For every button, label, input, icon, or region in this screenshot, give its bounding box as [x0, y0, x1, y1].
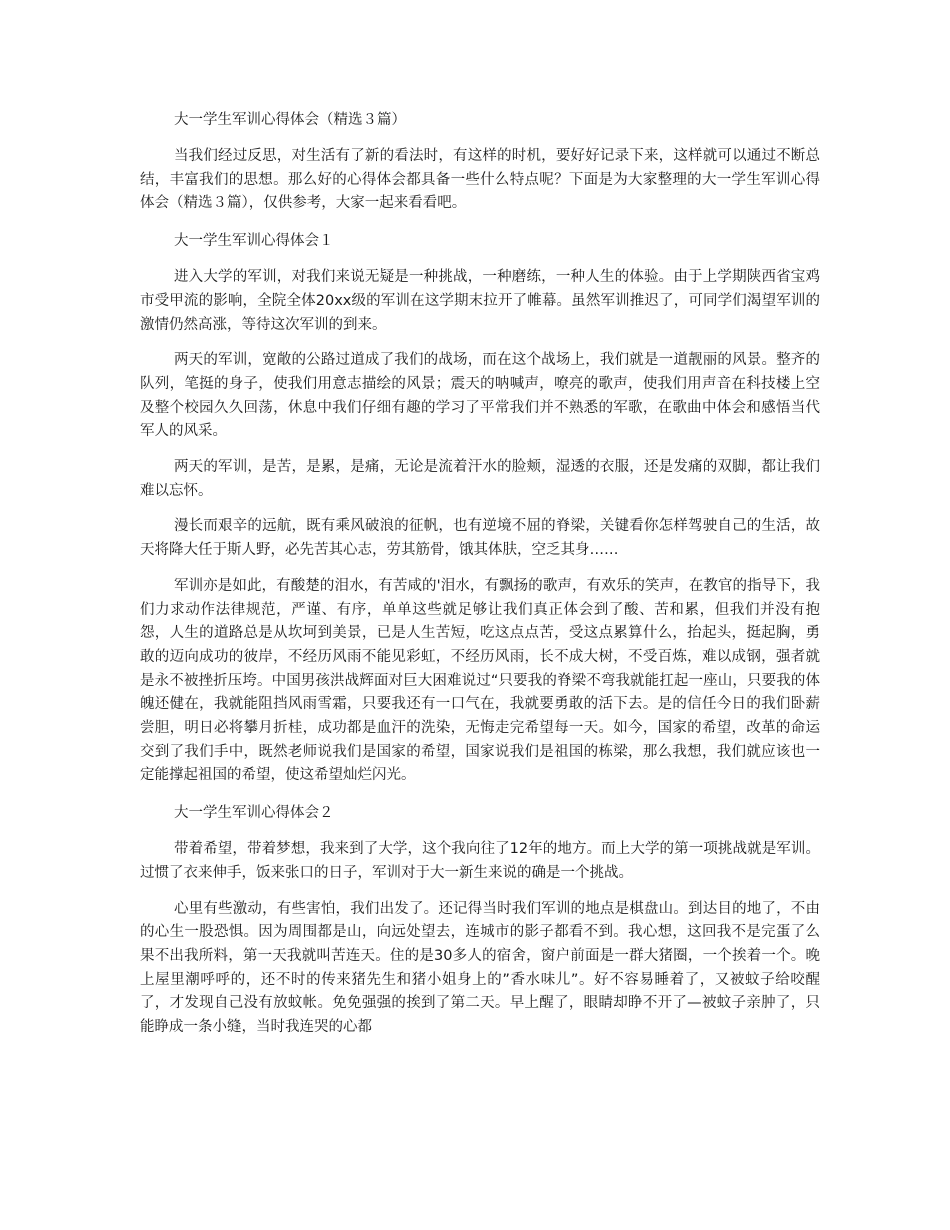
section-1-paragraph-2: 两天的军训，宽敞的公路过道成了我们的战场，而在这个战场上，我们就是一道靓丽的风景。整齐的队列，笔挺的身子，使我们用意志描绘的风景；震天的呐喊声，嘹亮的歌声，使我们用声音在科技楼上空及整个校园久久回荡，休息中我们仔细有趣的学习了平常我们并不熟悉的军歌，在歌曲中体会和感悟当代军人的风采。 — [140, 352, 820, 440]
document-page — [140, 108, 820, 1040]
intro-paragraph: 当我们经过反思，对生活有了新的看法时，有这样的时机，要好好记录下来，这样就可以通过不断总结，丰富我们的思想。那么好的心得体会都具备一些什么特点呢？下面是为大家整理的大一学生军训心得体会（精选３篇），仅供参考，大家一起来看看吧。 — [140, 148, 820, 212]
document-title: 大一学生军训心得体会（精选３篇） — [174, 112, 406, 128]
section-1-heading: 大一学生军训心得体会１ — [174, 233, 334, 250]
section-2-paragraph-1: 带着希望，带着梦想，我来到了大学，这个我向往了12年的地方。而上大学的第一项挑战就是军训。过惯了衣来伸手，饭来张口的日子，军训对于大一新生来说的确是一个挑战。 — [140, 841, 820, 881]
section-1-paragraph-1: 进入大学的军训，对我们来说无疑是一种挑战，一种磨练，一种人生的体验。由于上学期陕西省宝鸡市受甲流的影响，全院全体20xx级的军训在这学期末拉开了帷幕。虽然军训推迟了，可同学们渴望军训的激情仍然高涨，等待这次军训的到来。 — [140, 269, 820, 333]
section-1-paragraph-4: 漫长而艰辛的远航，既有乘风破浪的征帆，也有逆境不屈的脊梁，关键看你怎样驾驶自己的生活，故天将降大任于斯人野，必先苦其心志，劳其筋骨，饿其体肤，空乏其身…… — [140, 518, 820, 559]
section-1-paragraph-5: 军训亦是如此，有酸楚的泪水，有苦咸的'泪水，有飘扬的歌声，有欢乐的笑声，在教官的指导下，我们力求动作法律规范，严谨、有序，单单这些就足够让我们真正体会到了酸、苦和累，但我们并没有抱怨，人生的道路总是从坎坷到美景，已是人生苦短，吃这点点苦，受这点累算什么，抬起头，挺起胸，勇敢的迈向成功的彼岸，不经历风雨不能见彩虹，不经历风雨，长不成大树，不受百炼，难以成钢，强者就是永不被挫折压垮。中国男孩洪战辉面对巨大困难说过“只要我的脊梁不弯我就能扛起一座山，只要我的体魄还健在，我就能阻挡风雨雪霜，只要我还有一口气在，我就要勇敢的活下去。是的信任今日的我们卧薪尝胆，明日必将攀月折桂，成功都是血汗的洗染，无悔走完希望每一天。如今，国家的希望，改革的命运交到了我们手中，既然老师说我们是国家的希望，国家说我们是祖国的栋梁，那么我想，我们就应该也一定能撑起祖国的希望，使这希望灿烂闪光。 — [140, 577, 820, 784]
section-1-paragraph-3: 两天的军训，是苦，是累，是痛，无论是流着汗水的脸颊，湿透的衣服，还是发痛的双脚，都让我们难以忘怀。 — [140, 459, 820, 499]
section-2-paragraph-2: 心里有些激动，有些害怕，我们出发了。还记得当时我们军训的地点是棋盘山。到达目的地了，不由的心生一股恐惧。因为周围都是山，向远处望去，连城市的影子都看不到。我心想，这回我不是完蛋了么果不出我所料，第一天我就叫苦连天。住的是30多人的宿舍，窗户前面是一群大猪圈，一个挨着一个。晚上屋里潮呼呼的，还不时的传来猪先生和猪小姐身上的”香水味儿”。好不容易睡着了，又被蚊子给咬醒了，才发现自己没有放蚊帐。免免强强的挨到了第二天。早上醒了，眼睛却睁不开了—被蚊子亲肿了，只能睁成一条小缝，当时我连哭的心都 — [140, 900, 820, 1036]
section-2-heading: 大一学生军训心得体会２ — [174, 805, 334, 822]
